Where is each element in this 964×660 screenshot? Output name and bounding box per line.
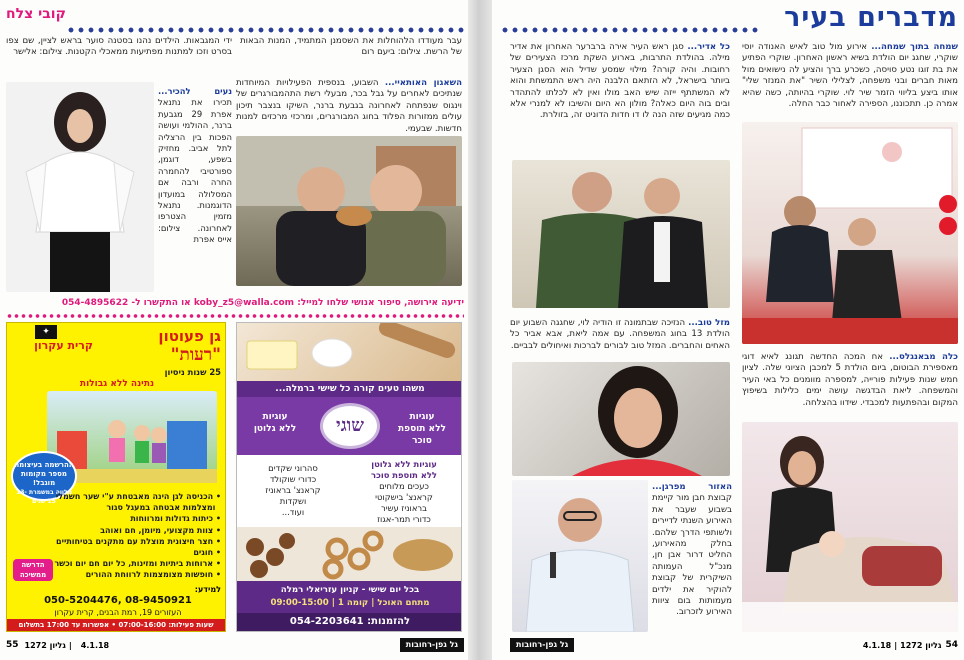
right-footer: 54 גליון 1272 | 4.1.18 גל גפן-רחובות: [510, 638, 958, 652]
engagement-body: אירוע מול טוב לאיש האנודה יוסי שוקרי, שחגג יום הולדת בשיא ראשון האחרון. שוקרי הפתיע את בת זוגו נטע סויסה, כשכרע ברך והציע לה נישואים מול מאות חברים ובני משפחה, לצלילי השיר "את המנזר שלי" אותו ביצע בליווי הזמר שיר לוי. שוקרי בהיותה, כשה שהיא אמרה כן. תתכוננו, הספירה לאחור כבר החלה.: [742, 42, 958, 110]
page-gutter: [468, 0, 492, 660]
gan-bullet: • הכניסה לגן הינה מאבטחת ע"י שער חשמלי: [55, 492, 221, 501]
event-body: קבוצת חבן מור קיימת בשבוע שעבר את האירוע השנתי לדיירים ולשותפי הדרך שלהם. בחלק מהאירוע, החליט דרור אבן חן, מנכ"ל העמותה השיקרית של קבוצת להוקיר את ילדים מעמותות בום ציוות האירוע לזכרוב.: [652, 493, 732, 618]
story-body: השבוע, בנספית הפעילויות המיוחדות שנתיכים לאחרים על גבל בכר, מבעלי רשת התהמבורגרים של וינגוס שנפתחה לאחרונה בגבעת ברנר, השיקו בנצבר תיכון עולים ממזורות הפלוד בחוג המבורגרים, ומרכזי מרכזים למנות חדשות. שבעמי.: [236, 78, 462, 134]
bakery-left-item: ושקדות: [279, 496, 307, 506]
gan-city: קרית עקרון: [34, 339, 93, 352]
model-story-body: תכירו את נתנאל אפרת 29 מגבעת ברנר, ההולמי ועושה הפכות בין הרצליה לתל אביב. מחזיק בשפע, דוגמן, ספורטיבי להחמרה החרה ורבה אם המסלולה במועדון הדוגמנות. נתנאל מזמין הצטרפו לאחרונה. צילום: אייס אפרת: [158, 97, 232, 245]
deputy-mayor-lead: כל אדיר...: [687, 42, 730, 52]
gan-years: 25 שנות ניסיון: [164, 367, 221, 377]
left-footer-issue: גליון 1272: [24, 640, 66, 650]
model-story-lead: נעים להכיר...: [158, 86, 232, 96]
bakery-top-photo: [237, 323, 462, 381]
salon-photo: [742, 422, 958, 632]
deputy-mayor-body: סגן ראש העיר אירה ברברער האחרון את אדיר מילה. בהולדת התרבות, בארוע השקת מרכז הצעירים של רחובות. והיה קורה? מילוי שמסע שדיל הוא הסגן הצעיר ביותר בישראל, לא הזתאם הלבנה היה ראש התמשחת והוא לא המשתתף ייזה שיש האב מולו ואין לא לכלתו להתהדר ובים בוה היום כאלה? מולון הא היום והשיבו לא למנרי אלא כמה מגיעים שזה הנה לו דו חדות הדוניט זה, בזולרת.: [510, 42, 730, 121]
salon-body: אח המכה החדשה תגונג לאיא דוגי מאספירת הבוטום, ביום הולדת 5 למכבן הציוני שלה. לציון חמש שנות פעילות פורייה, למספרה מוומנים כל באי העיר והמשפחה. ליאת הבדגשה עושה ימים כלילות בשיפוץ המקום ובהפתעות למכבדי. שידוו בהצלחה.: [742, 352, 958, 408]
bakery-tag-block: [237, 397, 462, 455]
gan-address: העזורים 19, רמת הבנים, קרית עקרון: [54, 608, 182, 617]
engagement-photo-art: [742, 122, 958, 344]
gan-hotline-label: למידע:: [194, 585, 221, 594]
engagement-story: [742, 42, 958, 116]
gan-badge-line2: מספר מקומות מוגבל!: [21, 470, 67, 487]
bakery-left-list: [243, 463, 343, 518]
gan-tagline: נתינה ללא גבולות: [79, 379, 155, 389]
bakery-phone[interactable]: 054-2203641: [289, 616, 364, 627]
bakery-left-tag-2: ללא גלוטן: [253, 424, 297, 434]
contact-underline-dots: [6, 313, 464, 319]
gan-bullet: • חצר חיצונית מוצלת עם מתקנים בטיחותיים: [56, 536, 221, 546]
event-speaker-art: [512, 480, 648, 632]
contact-line: ידיעה אירושה, סיפור אנושי שלחו למייל: koby_z5@walla.com או התקשרו ל- 054-4895622: [61, 298, 464, 308]
event-story: [652, 482, 732, 632]
bakery-phone-label: להזמנות:: [367, 616, 411, 627]
bakery-right-item: בראוניז עשיר: [380, 503, 427, 513]
event-lead: האזור מפרגן...: [652, 482, 732, 492]
right-footer-date: 4.1.18: [862, 640, 892, 650]
bakery-left-tag: [245, 411, 305, 435]
right-page-number: 54: [945, 640, 958, 650]
bakery-right-item: כעכים מלוחים: [379, 481, 429, 491]
birthday-photo: [512, 362, 730, 476]
bakery-left-item: סהרוני שקדים: [268, 463, 318, 473]
model-photo-art: [6, 82, 154, 292]
bakery-cookies-art: [237, 527, 462, 581]
bakery-left-item: ועוד...: [281, 507, 305, 517]
deputy-mayor-photo-art: [512, 160, 730, 308]
bakery-right-list: [351, 459, 457, 525]
deputy-mayor-story: [510, 42, 730, 154]
birthday-body: הנזיכה שבתמונה זו הודיה לוי, שחגגה השבוע יום הולדת 13 בחוג המשפחה. עם אמה ליאת, אבא אביר כל האחים והחברים. המזל טוב לבורים לברכות ואיחולים לבביים.: [510, 318, 730, 351]
top-continuation-text-left: ידי המגבאות. הילדים נהנו בסטנה סוער בראש לציין, שם צפו בסרט וזכו למתנות מפתיעות ממאכלי הקטנות. צילום: אלישר: [6, 36, 232, 58]
gan-logo-icon: ✦: [35, 325, 57, 339]
salon-story: [742, 352, 958, 420]
header-dots: [66, 27, 464, 33]
left-footer: גל גפן-רחובות 4.1.18 | גליון 1272 55: [6, 638, 464, 652]
gan-badge-line1: ההרשמה בעיצומה: [14, 461, 74, 469]
bakery-right-list-title-2: ללא תוספת סוכר: [371, 470, 437, 480]
gan-title: גן פעוטון: [158, 327, 221, 345]
salon-lead: כלה מבאנגלס...: [889, 352, 958, 362]
gan-name: "רעות": [170, 345, 221, 365]
left-footer-date: 4.1.18: [80, 640, 110, 650]
burger-photo-art: [236, 136, 462, 286]
section-title: מדברים בעיר: [784, 2, 958, 33]
bakery-right-tag-1: עוגיות: [409, 412, 435, 422]
right-footer-brand: גל גפן-רחובות: [510, 638, 574, 652]
deputy-mayor-photo: [512, 160, 730, 308]
bakery-headline: משהו טעים קורה כל שישי ברמלה...: [237, 381, 462, 397]
columnist-credit: קובי צלח: [6, 6, 66, 22]
birthday-photo-art: [512, 362, 730, 476]
event-speaker-photo: [512, 480, 648, 632]
gan-bullet: • חוגים: [193, 548, 221, 558]
bakery-footer-line2: מתחם האוכל | קומה 1 | 09:00-15:00: [270, 598, 430, 608]
bakery-right-item: קראנצ' בישקוטי: [375, 492, 433, 502]
salon-photo-art: [742, 422, 958, 632]
bakery-top-photo-art: [237, 323, 462, 381]
right-footer-issue: גליון 1272: [900, 640, 942, 650]
model-photo: [6, 82, 154, 292]
gan-bullet: • ארוחות ביתיות ומזינות, כל יום חם יום וכשר: [54, 559, 221, 569]
bakery-ad[interactable]: [236, 322, 462, 632]
gan-hours: שעות פעילות: 07:00-16:00 • אפשרות עד 17:00 בתשלום: [7, 619, 225, 631]
gan-badge-line3: מלווה במשמרת 13-15 שנים: [16, 489, 72, 505]
bakery-footer: [237, 581, 462, 613]
left-page: [0, 0, 468, 660]
title-dots: [500, 27, 762, 33]
birthday-story: [510, 318, 730, 358]
bakery-footer-line1: בכל יום שישי - קניון עזריאלי רמלה: [280, 585, 420, 595]
bakery-right-tag-2: ללא תוספת סוכר: [398, 424, 446, 446]
burger-photo: [236, 136, 462, 286]
gan-sticker: הדרשה ממשיכה: [13, 559, 53, 581]
kindergarten-ad[interactable]: [6, 322, 226, 632]
gan-bullet: • כיתות גדולות ומרווחות: [130, 514, 221, 524]
bakery-left-tag-1: עוגיות: [262, 412, 288, 422]
bakery-right-item: כדורי תמר-אגוז: [377, 514, 431, 524]
right-page: [492, 0, 964, 660]
gan-phones[interactable]: 050-5204476, 08-9450921: [44, 595, 192, 606]
gan-bullet: • חופשות מצומצמות לרווחת ההורים: [85, 570, 221, 580]
bakery-cookies-photo: [237, 527, 462, 581]
birthday-lead: מזל טוב...: [688, 318, 730, 328]
bakery-logo: שוגי: [320, 403, 380, 449]
gan-bullet: ומצלמות אבטחה במעגל סגור: [106, 503, 216, 513]
gan-bullet: • צוות מקצועי, מיומן, חם ואוהב: [100, 525, 221, 535]
bakery-left-item: כדורי שוקולד: [269, 474, 317, 484]
left-page-number: 55: [6, 640, 19, 650]
story-text: [236, 78, 462, 134]
engagement-photo: [742, 122, 958, 344]
bakery-right-list-title-1: עוגיות ללא גלוטן: [371, 459, 437, 469]
model-story-text: [158, 86, 232, 272]
bakery-left-item: קראנצ' בראוניז: [265, 485, 321, 495]
engagement-lead: שמחה בתוך שמחה...: [871, 42, 958, 52]
left-footer-brand: גל גפן-רחובות: [400, 638, 464, 652]
story-lead: השאגון האותאיי...: [384, 78, 462, 88]
top-continuation-text-right: עבר מעודדו הלהוחלות את השסמנן המתמיד, המנות הבאות של הרשת. צילום: ביעם רום: [240, 36, 462, 58]
bakery-right-tag: [387, 411, 457, 447]
bakery-phone-row: [237, 613, 462, 631]
